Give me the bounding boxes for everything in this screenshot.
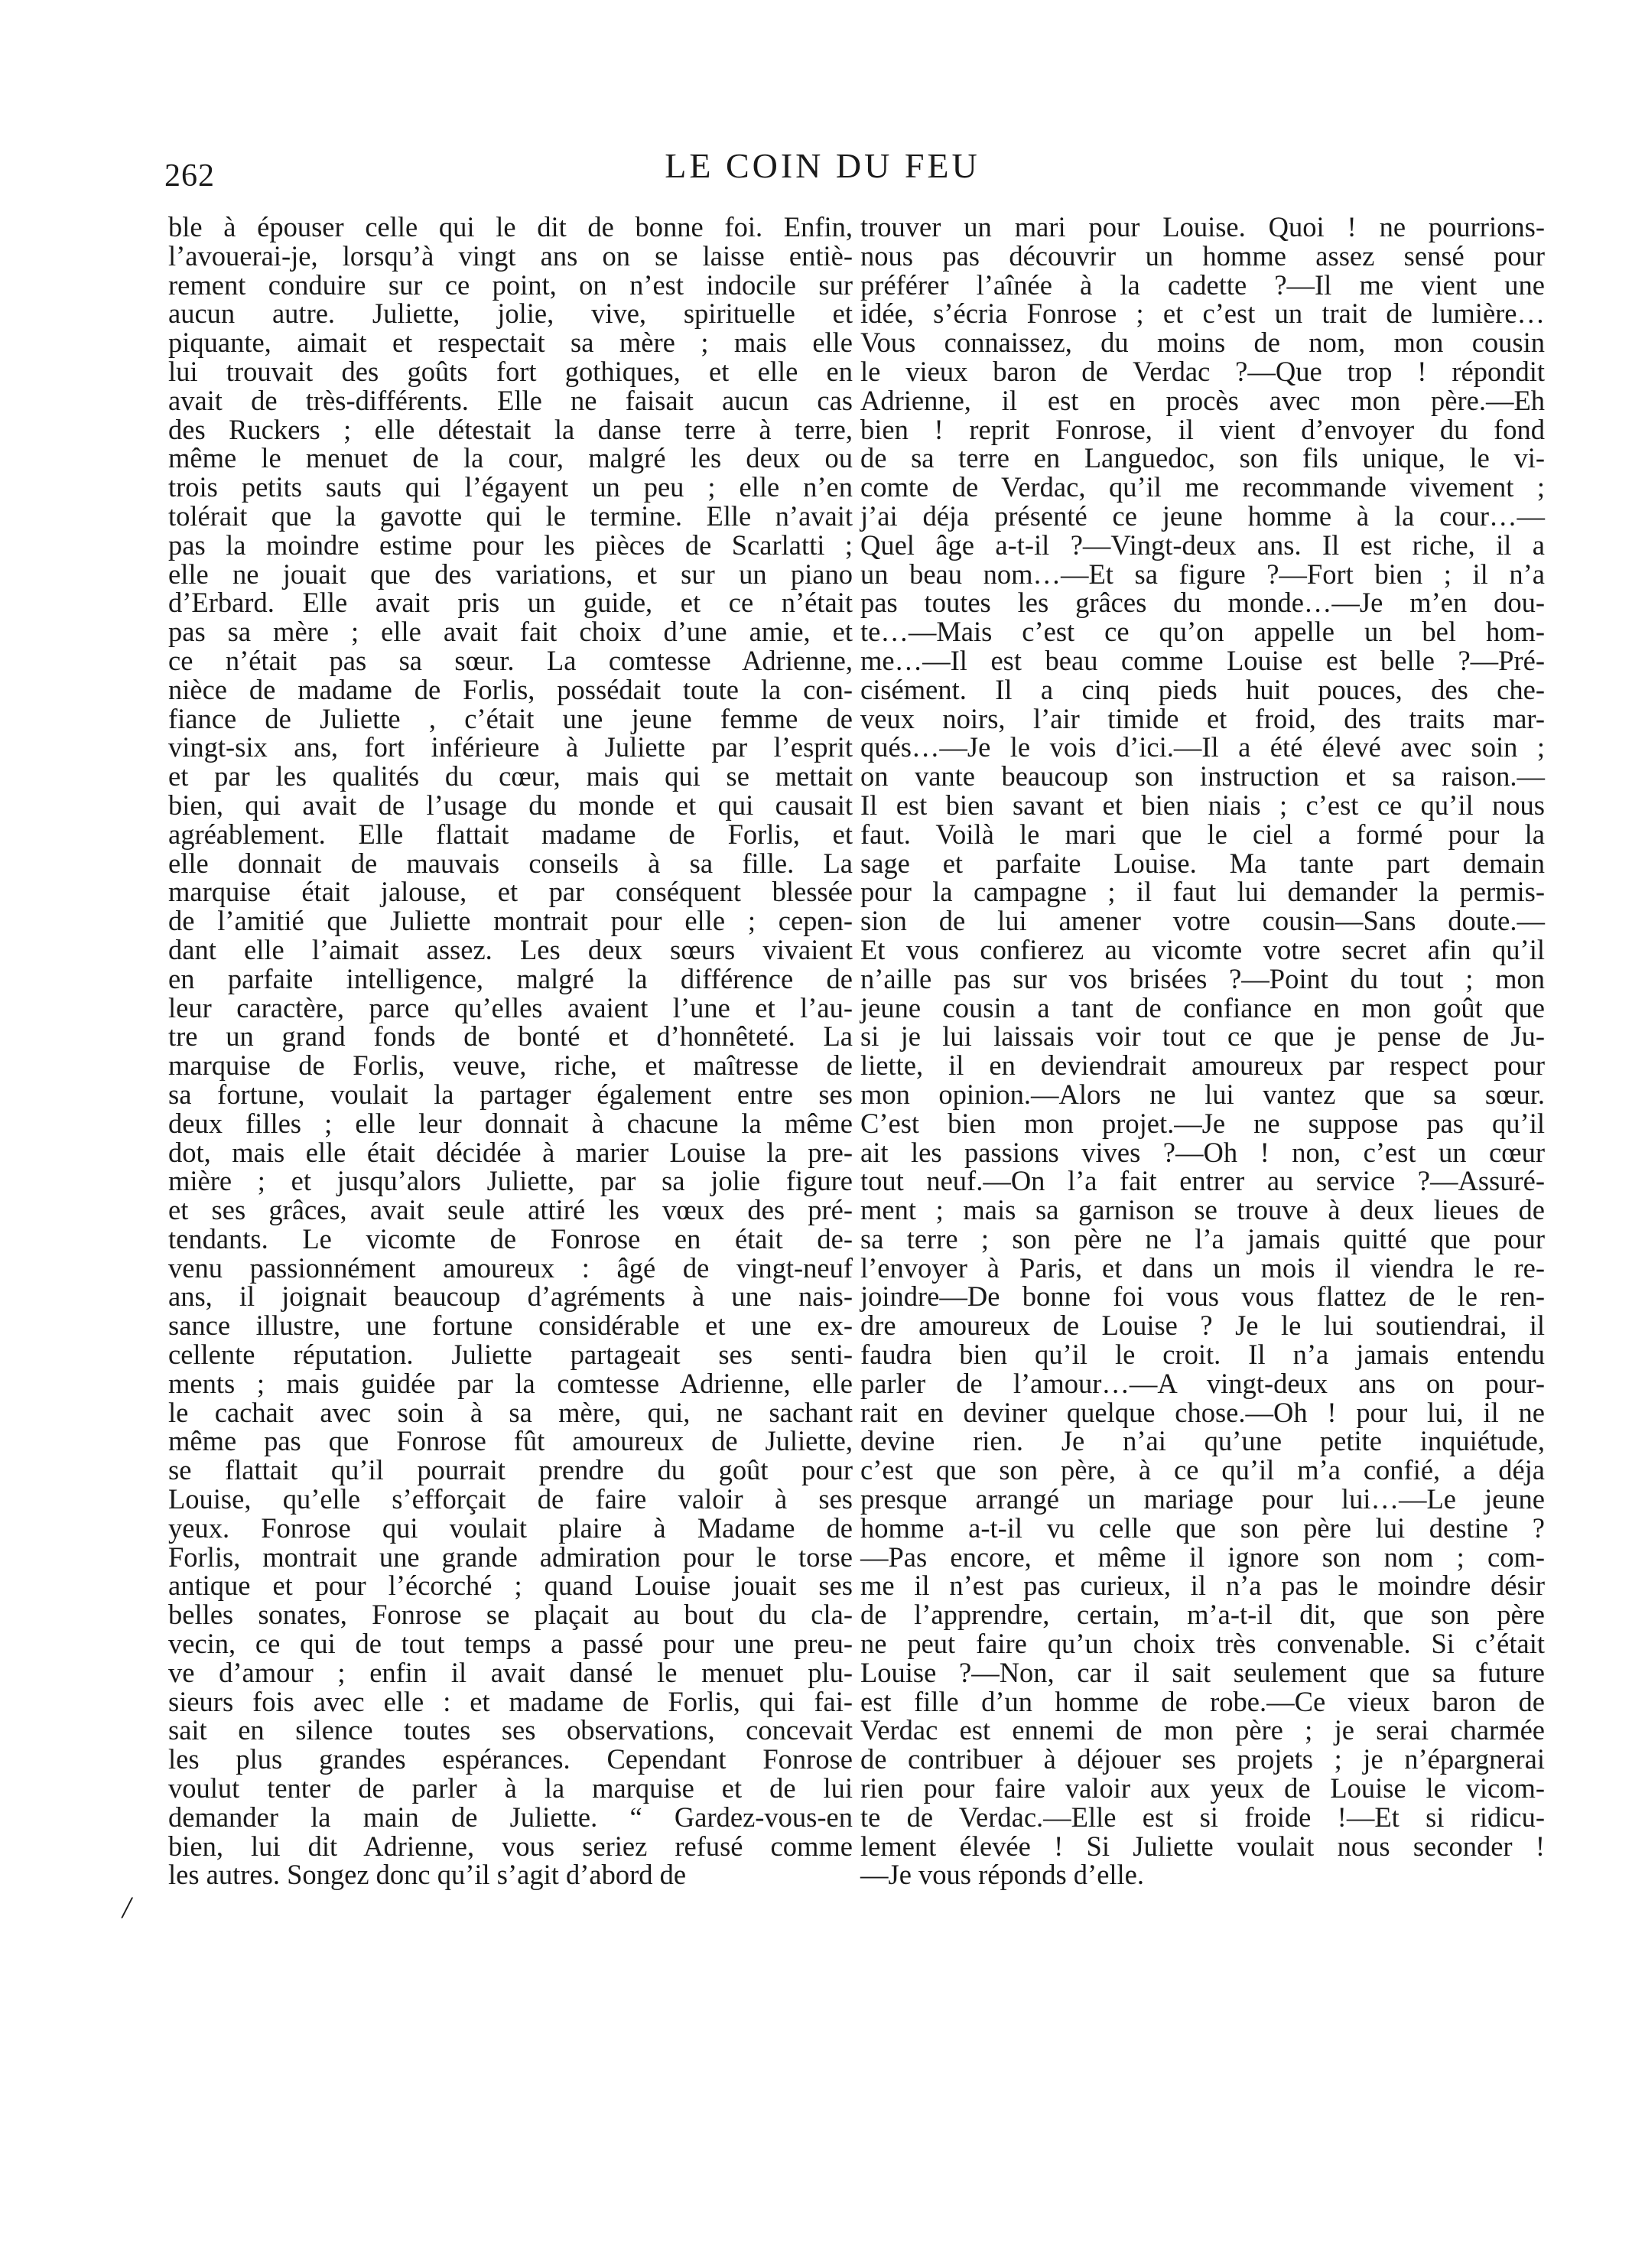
text-line: trois petits sauts qui l’égayent un peu ; elle n’en: [168, 471, 853, 503]
text-line: le vieux baron de Verdac ?—Que trop ! répondit: [860, 355, 1545, 387]
text-line: on vante beaucoup son instruction et sa raison.—: [860, 760, 1545, 792]
text-line: vecin, ce qui de tout temps a passé pour une preu-: [168, 1628, 853, 1660]
text-line: mière ; et jusqu’alors Juliette, par sa jolie figure: [168, 1165, 853, 1197]
text-line: piquante, aimait et respectait sa mère ; mais elle: [168, 327, 853, 359]
text-line: bien, lui dit Adrienne, vous seriez refusé comme: [168, 1830, 853, 1862]
text-line: homme a-t-il vu celle que son père lui destine ?: [860, 1511, 1545, 1544]
text-line: sa fortune, voulait la partager également entre ses: [168, 1078, 853, 1110]
text-line: nièce de madame de Forlis, possédait toute la con-: [168, 673, 853, 705]
text-line: voulut tenter de parler à la marquise et de lui: [168, 1772, 853, 1804]
text-line: faut. Voilà le mari que le ciel a formé pour la: [860, 818, 1545, 850]
text-line: ans, il joignait beaucoup d’agréments à une nais-: [168, 1280, 853, 1313]
text-line: sage et parfaite Louise. Ma tante part demain: [860, 847, 1545, 879]
text-line: Louise, qu’elle s’efforçait de faire valoir à ses: [168, 1483, 853, 1515]
text-line: sa terre ; son père ne l’a jamais quitté que pour: [860, 1222, 1545, 1254]
text-line: vingt-six ans, fort inférieure à Juliette par l’esprit: [168, 731, 853, 763]
text-line: Et vous confierez au vicomte votre secret afin qu’il: [860, 933, 1545, 965]
text-line: cisément. Il a cinq pieds huit pouces, des che-: [860, 673, 1545, 705]
text-line: cellente réputation. Juliette partageait ses senti-: [168, 1339, 853, 1371]
text-line: les autres. Songez donc qu’il s’agit d’abord de: [168, 1859, 687, 1891]
text-line: c’est que son père, à ce qu’il m’a confié, a déja: [860, 1454, 1545, 1486]
text-line: Adrienne, il est en procès avec mon père.—Eh: [860, 384, 1545, 416]
text-line: dre amoureux de Louise ? Je le lui soutiendrai, il: [860, 1310, 1545, 1342]
text-line: devine rien. Je n’ai qu’une petite inquiétude,: [860, 1425, 1545, 1457]
text-line: pas sa mère ; elle avait fait choix d’une amie, et: [168, 616, 853, 648]
text-line: pour la campagne ; il faut lui demander la permis-: [860, 876, 1545, 908]
text-line: agréablement. Elle flattait madame de Forlis, et: [168, 818, 853, 850]
text-line: venu passionnément amoureux : âgé de vingt-neuf: [168, 1251, 853, 1284]
text-line: de sa terre en Languedoc, son fils unique, le vi-: [860, 442, 1545, 474]
text-line: bien ! reprit Fonrose, il vient d’envoyer du fond: [860, 413, 1545, 445]
right-column: [860, 213, 1545, 1889]
text-line: te…—Mais c’est ce qu’on appelle un bel hom-: [860, 616, 1545, 648]
text-line: rement conduire sur ce point, on n’est indocile sur: [168, 268, 853, 301]
text-line: sieurs fois avec elle : et madame de Forlis, qui fai-: [168, 1685, 853, 1717]
text-line: mon opinion.—Alors ne lui vantez que sa sœur.: [860, 1078, 1545, 1110]
text-line: l’avouerai-je, lorsqu’à vingt ans on se laisse entiè-: [168, 239, 853, 272]
text-line: elle donnait de mauvais conseils à sa fille. La: [168, 847, 853, 879]
text-line: presque arrangé un mariage pour lui…—Le jeune: [860, 1483, 1545, 1515]
text-line: tout neuf.—On l’a fait entrer au service ?—Assuré-: [860, 1165, 1545, 1197]
text-line: ment ; mais sa garnison se trouve à deux lieues de: [860, 1194, 1545, 1226]
text-line: trouver un mari pour Louise. Quoi ! ne pourrions-: [860, 211, 1545, 242]
text-line: sance illustre, une fortune considérable et une ex-: [168, 1310, 853, 1342]
text-line: le cachait avec soin à sa mère, qui, ne sachant: [168, 1396, 853, 1428]
text-line: Louise ?—Non, car il sait seulement que sa future: [860, 1656, 1545, 1688]
margin-mark: /: [122, 1890, 132, 1925]
text-line: tendants. Le vicomte de Fonrose en était de-: [168, 1222, 853, 1254]
text-line: de l’apprendre, certain, m’a-t-il dit, que son père: [860, 1599, 1545, 1631]
text-line: me il n’est pas curieux, il n’a pas le moindre désir: [860, 1570, 1545, 1602]
text-line: —Pas encore, et même il ignore son nom ; com-: [860, 1541, 1545, 1573]
text-line: leur caractère, parce qu’elles avaient l’une et l’au-: [168, 991, 853, 1023]
text-line: —Je vous réponds d’elle.: [860, 1859, 1145, 1891]
text-line: et par les qualités du cœur, mais qui se mettait: [168, 760, 853, 792]
text-line: marquise de Forlis, veuve, riche, et maîtresse de: [168, 1049, 853, 1082]
text-line: avait de très-différents. Elle ne faisait aucun cas: [168, 384, 853, 416]
text-line: dot, mais elle était décidée à marier Louise la pre-: [168, 1136, 853, 1168]
text-line: les plus grandes espérances. Cependant Fonrose: [168, 1743, 853, 1775]
text-line: et ses grâces, avait seule attiré les vœux des pré-: [168, 1194, 853, 1226]
text-line: Verdac est ennemi de mon père ; je serai charmée: [860, 1714, 1545, 1746]
text-line: ve d’amour ; enfin il avait dansé le menuet plu-: [168, 1656, 853, 1688]
text-line: joindre—De bonne foi vous vous flattez de le ren-: [860, 1280, 1545, 1313]
text-line: sait en silence toutes ses observations, concevait: [168, 1714, 853, 1746]
text-line: aucun autre. Juliette, jolie, vive, spirituelle et: [168, 298, 853, 330]
text-line: l’envoyer à Paris, et dans un mois il viendra le re-: [860, 1251, 1545, 1284]
text-line: yeux. Fonrose qui voulait plaire à Madame de: [168, 1511, 853, 1544]
text-line: lement élevée ! Si Juliette voulait nous seconder !: [860, 1830, 1545, 1862]
text-line: comte de Verdac, qu’il me recommande vivement ;: [860, 471, 1545, 503]
text-line: elle ne jouait que des variations, et sur un piano: [168, 558, 853, 590]
text-line: jeune cousin a tant de confiance en mon goût que: [860, 991, 1545, 1023]
text-line: Quel âge a-t-il ?—Vingt-deux ans. Il est riche, il a: [860, 529, 1545, 561]
text-line: un beau nom…—Et sa figure ?—Fort bien ; il n’a: [860, 558, 1545, 590]
text-line: Il est bien savant et bien niais ; c’est ce qu’il nous: [860, 789, 1545, 821]
text-line: j’ai déja présenté ce jeune homme à la cour…—: [860, 499, 1545, 532]
text-line: me…—Il est beau comme Louise est belle ?—Pré-: [860, 644, 1545, 676]
text-line: si je lui laissais voir tout ce que je pense de Ju-: [860, 1020, 1545, 1053]
text-line: de contribuer à déjouer ses projets ; je n’épargnerai: [860, 1743, 1545, 1775]
text-line: ce n’était pas sa sœur. La comtesse Adrienne,: [168, 644, 853, 676]
text-line: belles sonates, Fonrose se plaçait au bout du cla-: [168, 1599, 853, 1631]
text-line: ait les passions vives ?—Oh ! non, c’est un cœur: [860, 1136, 1545, 1168]
text-line: sion de lui amener votre cousin—Sans doute.—: [860, 905, 1545, 937]
text-line: pas toutes les grâces du monde…—Je m’en dou-: [860, 587, 1545, 619]
text-line: lui trouvait des goûts fort gothiques, et elle en: [168, 355, 853, 387]
text-line: qués…—Je le vois d’ici.—Il a été élevé avec soin ;: [860, 731, 1545, 763]
text-line: préférer l’aînée à la cadette ?—Il me vient une: [860, 268, 1545, 301]
text-line: n’aille pas sur vos brisées ?—Point du tout ; mon: [860, 962, 1545, 994]
text-line: même pas que Fonrose fût amoureux de Juliette,: [168, 1425, 853, 1457]
text-line: d’Erbard. Elle avait pris un guide, et ce n’était: [168, 587, 853, 619]
text-line: C’est bien mon projet.—Je ne suppose pas qu’il: [860, 1107, 1545, 1139]
text-line: nous pas découvrir un homme assez sensé pour: [860, 239, 1545, 272]
text-line: des Ruckers ; elle détestait la danse terre à terre,: [168, 413, 853, 445]
text-line: veux noirs, l’air timide et froid, des traits mar-: [860, 702, 1545, 734]
text-line: rait en deviner quelque chose.—Oh ! pour lui, il ne: [860, 1396, 1545, 1428]
text-line: se flattait qu’il pourrait prendre du goût pour: [168, 1454, 853, 1486]
text-line: rien pour faire valoir aux yeux de Louise le vicom-: [860, 1772, 1545, 1804]
text-line: Forlis, montrait une grande admiration pour le torse: [168, 1541, 853, 1573]
text-line: ble à épouser celle qui le dit de bonne foi. Enfin,: [168, 211, 853, 242]
text-line: de l’amitié que Juliette montrait pour elle ; cepen-: [168, 905, 853, 937]
text-line: demander la main de Juliette. “ Gardez-vous-en: [168, 1801, 853, 1833]
text-line: en parfaite intelligence, malgré la différence de: [168, 962, 853, 994]
text-line: liette, il en deviendrait amoureux par respect pour: [860, 1049, 1545, 1082]
text-line: ments ; mais guidée par la comtesse Adrienne, elle: [168, 1367, 853, 1399]
running-title: LE COIN DU FEU: [665, 146, 980, 185]
left-column: [168, 213, 853, 1889]
text-line: ne peut faire qu’un choix très convenable. Si c’était: [860, 1628, 1545, 1660]
text-line: même le menuet de la cour, malgré les deux ou: [168, 442, 853, 474]
text-line: parler de l’amour…—A vingt-deux ans on pour-: [860, 1367, 1545, 1399]
text-line: bien, qui avait de l’usage du monde et qui causait: [168, 789, 853, 821]
text-line: deux filles ; elle leur donnait à chacune la même: [168, 1107, 853, 1139]
text-line: pas la moindre estime pour les pièces de Scarlatti ;: [168, 529, 853, 561]
text-line: tolérait que la gavotte qui le termine. Elle n’avait: [168, 499, 853, 532]
text-line: idée, s’écria Fonrose ; et c’est un trait de lumière…: [860, 298, 1545, 330]
text-line: marquise était jalouse, et par conséquent blessée: [168, 876, 853, 908]
text-line: tre un grand fonds de bonté et d’honnêteté. La: [168, 1020, 853, 1053]
page-number: 262: [164, 158, 215, 194]
text-line: Vous connaissez, du moins de nom, mon cousin: [860, 327, 1545, 359]
text-line: antique et pour l’écorché ; quand Louise jouait ses: [168, 1570, 853, 1602]
text-line: te de Verdac.—Elle est si froide !—Et si ridicu-: [860, 1801, 1545, 1833]
text-line: fiance de Juliette , c’était une jeune femme de: [168, 702, 853, 734]
text-line: faudra bien qu’il le croit. Il n’a jamais entendu: [860, 1339, 1545, 1371]
text-line: dant elle l’aimait assez. Les deux sœurs vivaient: [168, 933, 853, 965]
text-line: est fille d’un homme de robe.—Ce vieux baron de: [860, 1685, 1545, 1717]
